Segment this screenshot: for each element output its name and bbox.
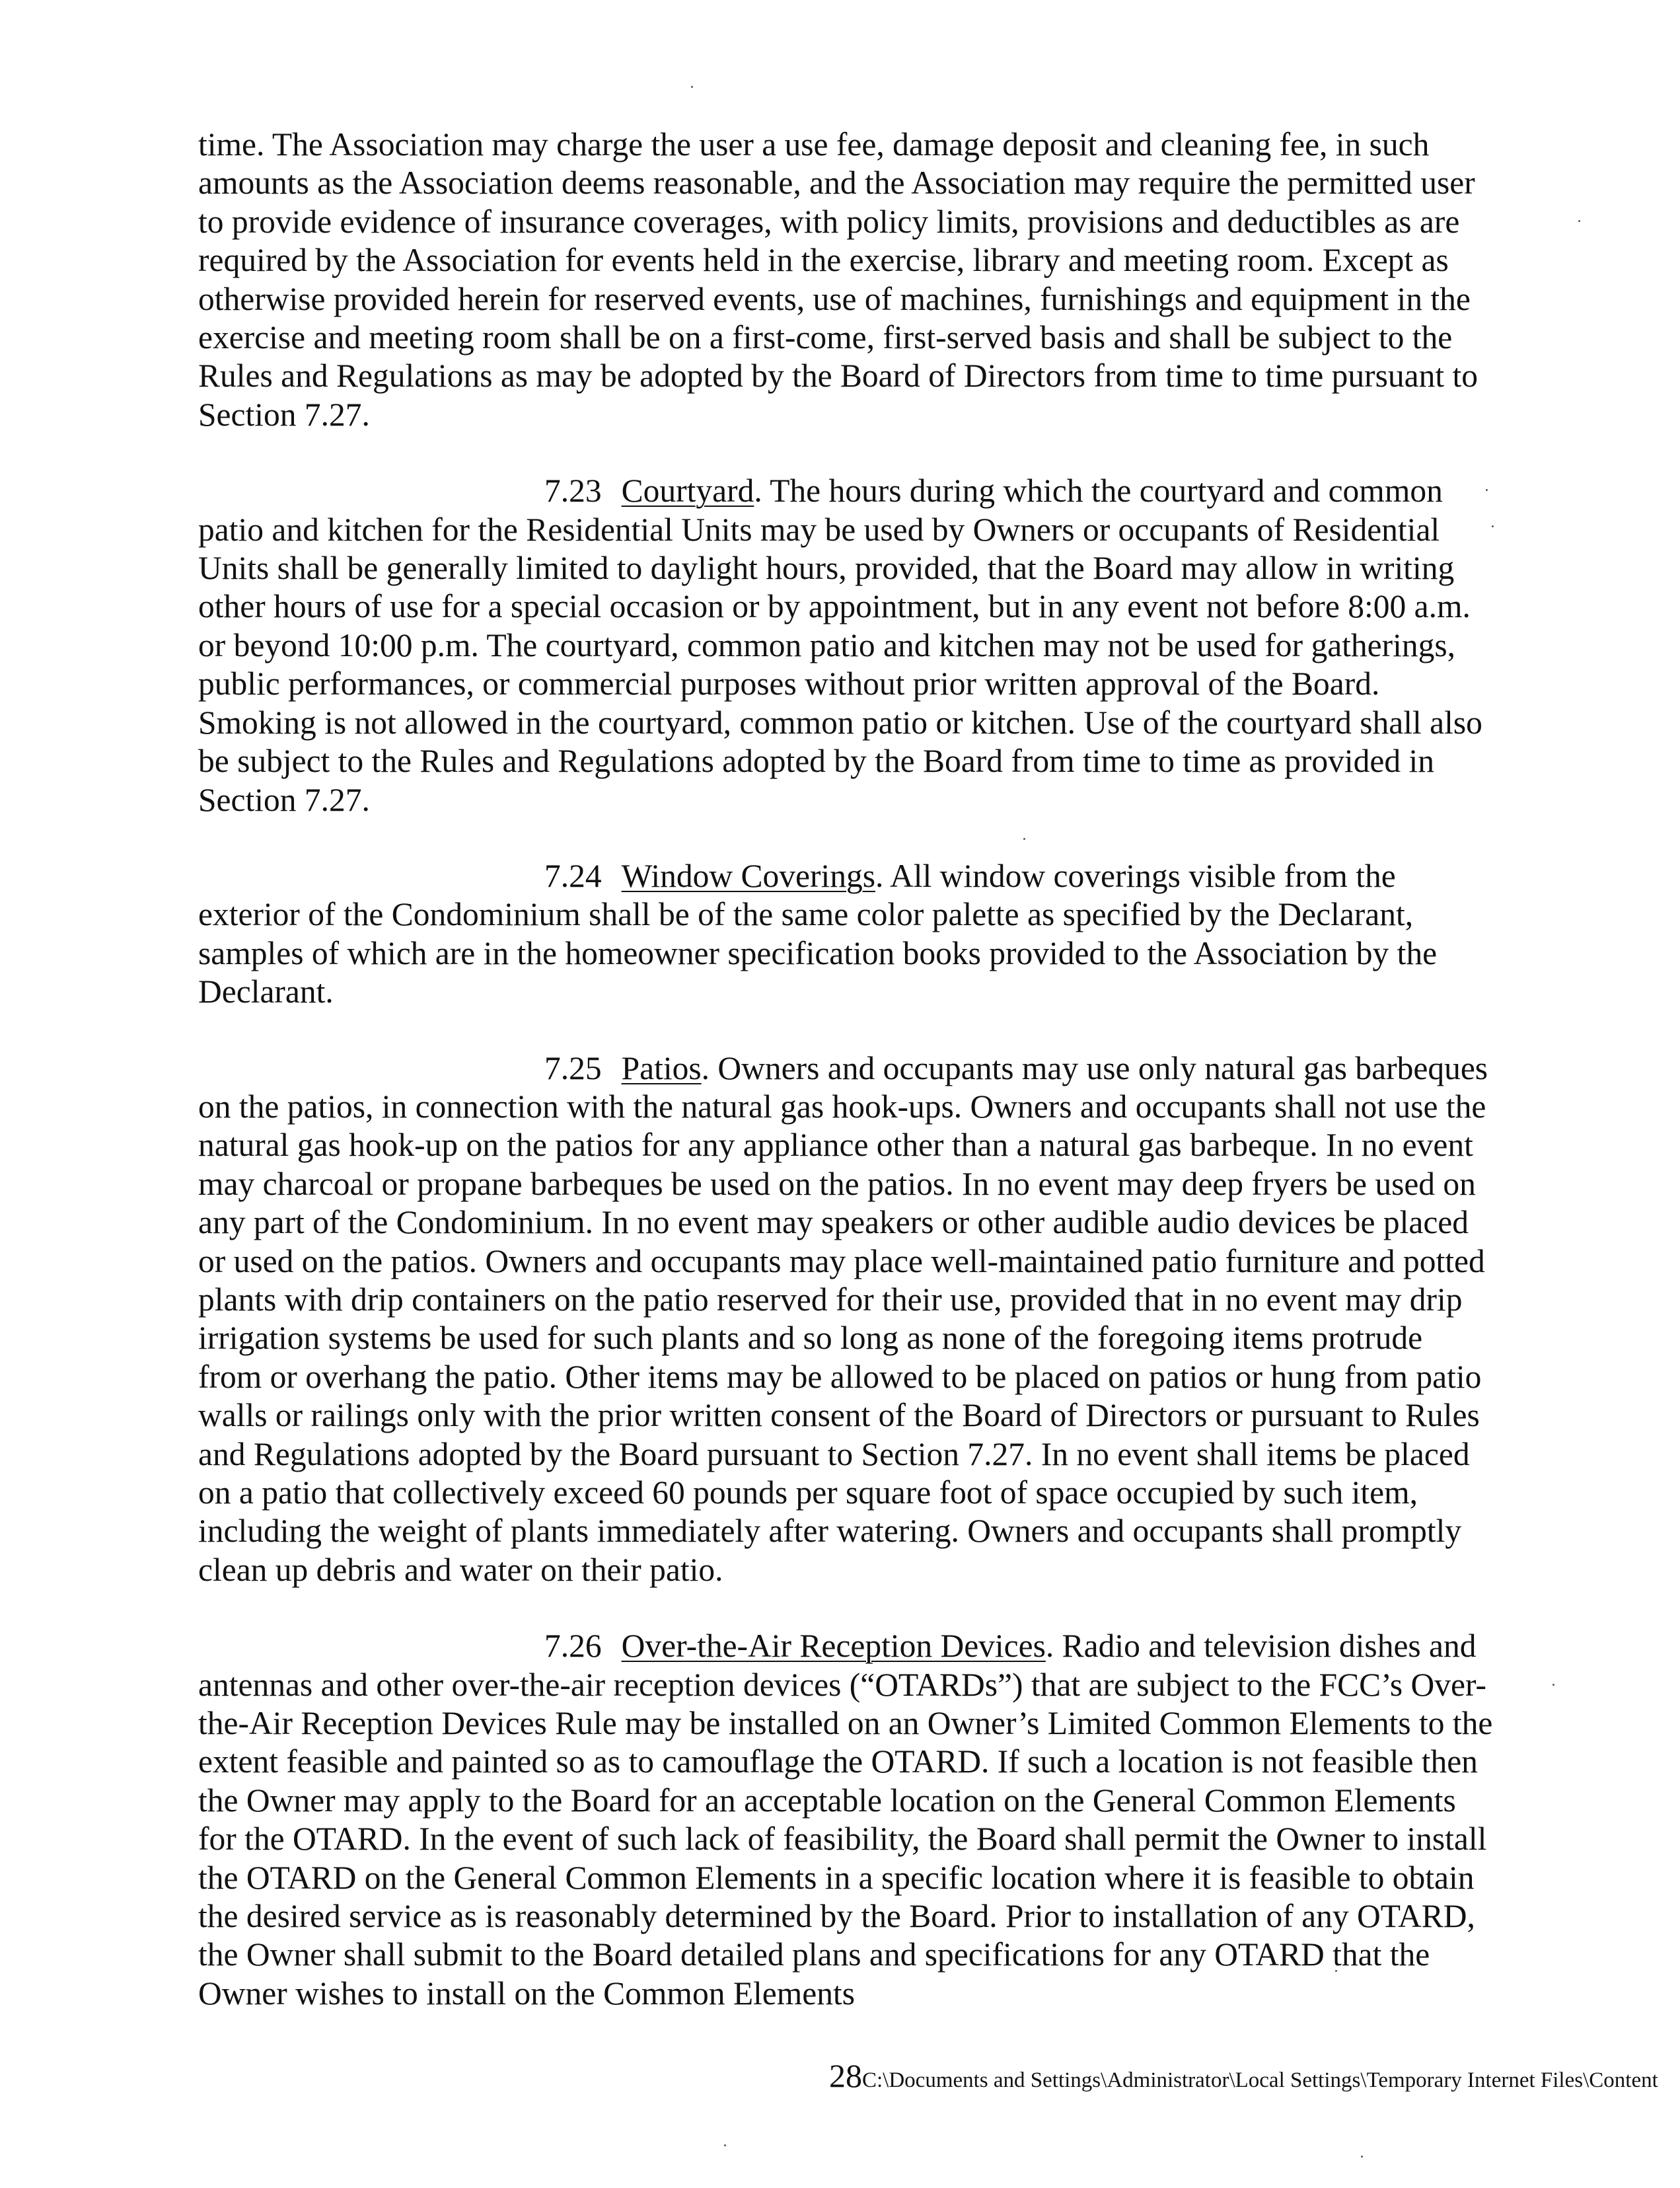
section-text: . All window coverings visible from the exterior of the Condominium shall be of the same color palette as specified by the Declarant, samples of which are in the homeowner specification books provided to the Association by the Declarant.	[198, 857, 1438, 1010]
section-7-25-patios	[198, 1049, 1493, 1590]
section-text: . Radio and television dishes and antennas and other over-the-air reception devices (“OTARDs”) that are subject to the FCC’s Over-the-Air Reception Devices Rule may be installed on an Owner’s Limited Common Elements to the extent feasible and painted so as to camouflage the OTARD. If such a location is not feasible then the Owner may apply to the Board for an acceptable location on the General Common Elements for the OTARD. In the event of such lack of feasibility, the Board shall permit the Owner to install the OTARD on the General Common Elements in a specific location where it is feasible to obtain the desired service as is reasonably determined by the Board. Prior to installation of any OTARD, the Owner shall submit to the Board detailed plans and specifications for any OTARD that the Owner wishes to install on the Common Elements	[198, 1628, 1493, 2012]
section-title: Window Coverings	[621, 857, 875, 894]
paragraph-text: time. The Association may charge the user a use fee, damage deposit and cleaning fee, in such amounts as the Association deems reasonable, and the Association may require the permitted user to provide evidence of insurance coverages, with policy limits, provisions and deductibles as are required by the Association for events held in the exercise, library and meeting room. Except as otherwise provided herein for reserved events, use of machines, furnishings and equipment in the exercise and meeting room shall be on a first-come, first-served basis and shall be subject to the Rules and Regulations as may be adopted by the Board of Directors from time to time pursuant to Section 7.27.	[198, 126, 1478, 433]
page-footer	[829, 2056, 1680, 2095]
scan-speck	[691, 86, 693, 88]
section-number: 7.26	[544, 1628, 602, 1665]
section-number: 7.24	[544, 857, 602, 894]
scan-speck	[1578, 220, 1580, 222]
section-title: Over-the-Air Reception Devices	[621, 1628, 1046, 1665]
section-text: . Owners and occupants may use only natural gas barbeques on the patios, in connection with the natural gas hook-ups. Owners and occupants shall not use the natural gas hook-up on the patios for any appliance other than a natural gas barbeque. In no event may charcoal or propane barbeques be used on the patios. In no event may deep fryers be used on any part of the Condominium. In no event may speakers or other audible audio devices be placed or used on the patios. Owners and occupants may place well-maintained patio furniture and potted plants with drip containers on the patio reserved for their use, provided that in no event may drip irrigation systems be used for such plants and so long as none of the foregoing items protrude from or overhang the patio. Other items may be allowed to be placed on patios or hung from patio walls or railings only with the prior written consent of the Board of Directors or pursuant to Rules and Regulations adopted by the Board pursuant to Section 7.27. In no event shall items be placed on a patio that collectively exceed 60 pounds per square foot of space occupied by such item, including the weight of plants immediately after watering. Owners and occupants shall promptly clean up debris and water on their patio.	[198, 1049, 1488, 1588]
document-body	[198, 126, 1493, 2051]
scan-speck	[724, 2144, 726, 2146]
page-number: 28	[829, 2057, 862, 2094]
section-number: 7.25	[544, 1049, 602, 1086]
section-7-24-window-coverings	[198, 857, 1493, 1012]
section-number: 7.23	[544, 472, 602, 509]
scan-speck	[1552, 1684, 1554, 1686]
opening-paragraph	[198, 126, 1493, 434]
section-title: Patios	[621, 1049, 702, 1086]
section-text: . The hours during which the courtyard and common patio and kitchen for the Residential Units may be used by Owners or occupants of Residential Units shall be generally limited to daylight hours, provided, that the Board may allow in writing other hours of use for a special occasion or by appointment, but in any event not before 8:00 a.m. or beyond 10:00 p.m. The courtyard, common patio and kitchen may not be used for gatherings, public performances, or commercial purposes without prior written approval of the Board. Smoking is not allowed in the courtyard, common patio or kitchen. Use of the courtyard shall also be subject to the Rules and Regulations adopted by the Board from time to time as provided in Section 7.27.	[198, 472, 1482, 818]
section-7-26-otard	[198, 1627, 1493, 2013]
section-7-23-courtyard	[198, 472, 1493, 819]
section-title: Courtyard	[621, 472, 754, 509]
scan-speck	[1361, 2156, 1363, 2158]
file-path: C:\Documents and Settings\Administrator\Local Settings\Temporary Internet Files\Content	[862, 2068, 1658, 2092]
